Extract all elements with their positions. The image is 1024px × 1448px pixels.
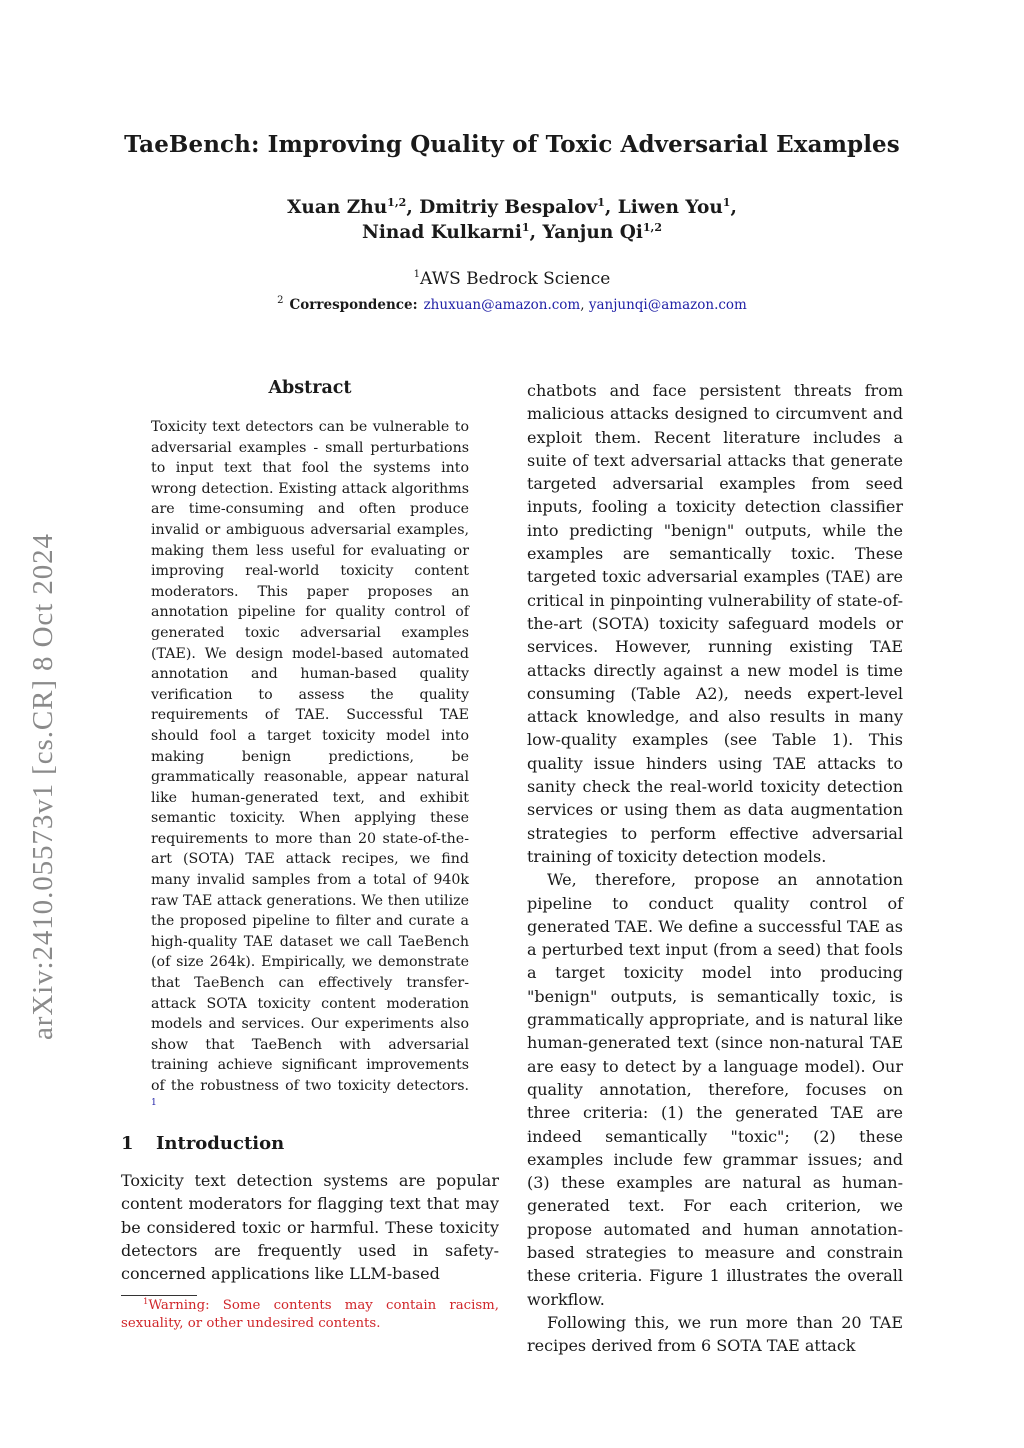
footnote	[121, 1297, 499, 1332]
author-line-2: Ninad Kulkarni$^1$, Yanjun Qi$^{1,2}$	[361, 221, 662, 243]
introduction-paragraph-start: Toxicity text detection systems are popular content moderators for flagging text that may be considered toxic or harmful. These toxicity detectors are frequently used in safety-concerned applications like LLM-based	[121, 1171, 499, 1284]
author-name: Ninad Kulkarni	[361, 222, 522, 243]
section-heading-introduction	[121, 1133, 499, 1154]
right-column	[527, 379, 903, 1357]
abstract-body	[151, 417, 469, 1117]
correspondence-mark: 2	[277, 295, 284, 306]
footnote-link[interactable]: 1	[151, 1097, 157, 1108]
author-name: Liwen You	[617, 197, 723, 218]
footnote-mark: 1	[143, 1297, 149, 1307]
author-affiliation-mark: 1	[597, 196, 605, 209]
abstract-heading: Abstract	[268, 378, 352, 398]
author-affiliation-mark: 1	[521, 221, 530, 234]
author-name: Xuan Zhu	[287, 197, 388, 218]
affiliation	[0, 267, 1024, 291]
arxiv-identifier: arXiv:2410.05573v1 [cs.CR] 8 Oct 2024	[27, 533, 59, 1040]
author-affiliation-mark: 1,2	[642, 221, 662, 234]
introduction-paragraph-continued: chatbots and face persistent threats from malicious attacks designed to circumvent and exploit them. Recent literature includes a suite of text adversarial attacks that generate targeted adversarial examples from seed inputs, fooling a toxicity detection classifier into predicting "benign" outputs, while the examples are semantically toxic. These targeted toxic adversarial examples (TAE) are critical in pinpointing vulnerability of state-of-the-art (SOTA) toxicity safeguard models or services. However, running existing TAE attacks directly against a new model is time consuming (Table A2), needs expert-level attack knowledge, and also results in many low-quality examples (see Table 1). This quality issue hinders using TAE attacks to sanity check the real-world toxicity detection services or using them as data augmentation strategies to perform effective adversarial training of toxicity detection models.	[527, 381, 903, 866]
section-title: Introduction	[156, 1133, 285, 1154]
email-link[interactable]: zhuxuan@amazon.com	[423, 297, 581, 313]
footnote-divider	[121, 1295, 197, 1296]
introduction-paragraph-3: Following this, we run more than 20 TAE recipes derived from 6 SOTA TAE attack	[527, 1312, 903, 1356]
correspondence-label: Correspondence:	[289, 297, 418, 313]
abstract-text: Toxicity text detectors can be vulnerable to adversarial examples - small perturbations to input text that fool the systems into wrong detection. Existing attack algorithms are time-consuming and often produce invalid or ambiguous adversarial examples, making them less useful for evaluating or improving real-world toxicity content moderators. This paper proposes an annotation pipeline for quality control of generated toxic adversarial examples (TAE). We design model-based automated annotation and human-based quality verification to assess the quality requirements of TAE. Successful TAE should fool a target toxicity model into making benign predictions, be grammatically reasonable, appear natural like human-generated text, and exhibit semantic toxicity. When applying these requirements to more than 20 state-of-the-art (SOTA) TAE attack recipes, we find many invalid samples from a total of 940k raw TAE attack generations. We then utilize the proposed pipeline to filter and curate a high-quality TAE dataset we call TaeBench (of size 264k). Empirically, we demonstrate that TaeBench can effectively transfer-attack SOTA toxicity content moderation models and services. Our experiments also show that TaeBench with adversarial training achieve significant improvements of the robustness of two toxicity detectors.	[151, 419, 469, 1094]
author-name: Dmitriy Bespalov	[419, 197, 598, 218]
footnote-text: Warning: Some contents may contain racism, sexuality, or other undesired contents.	[121, 1298, 499, 1331]
author-list	[0, 195, 1024, 245]
author-affiliation-mark: 1,2	[387, 196, 407, 209]
correspondence: $^2$ Correspondence: zhuxuan@amazon.com, yanjunqi@amazon.com	[277, 295, 747, 313]
author-name: Yanjun Qi	[542, 222, 643, 243]
author-affiliation-mark: 1	[722, 196, 731, 209]
paper-title: TaeBench: Improving Quality of Toxic Adversarial Examples	[124, 131, 900, 158]
affiliation-name: AWS Bedrock Science	[420, 269, 611, 289]
email-link[interactable]: yanjunqi@amazon.com	[588, 297, 747, 313]
introduction-paragraph-2: We, therefore, propose an annotation pipeline to conduct quality control of generated TAE. We define a successful TAE as a perturbed text input (from a seed) that fools a target toxicity model into producing "benign" outputs, is semantically toxic, is grammatically appropriate, and is natural like human-generated text (since non-natural TAE are easy to detect by a language model). Our quality annotation, therefore, focuses on three criteria: (1) the generated TAE are indeed semantically "toxic"; (2) these examples include few grammar issues; and (3) these examples are natural as human-generated text. For each criterion, we propose automated and human annotation-based strategies to measure and constrain these criteria. Figure 1 illustrates the overall workflow.	[527, 870, 903, 1309]
section-number: 1	[121, 1133, 134, 1154]
affiliation-mark: 1	[413, 269, 421, 280]
author-line-1: Xuan Zhu$^{1,2}$, Dmitriy Bespalov$^1$, Liwen You$^1$,	[287, 196, 737, 218]
